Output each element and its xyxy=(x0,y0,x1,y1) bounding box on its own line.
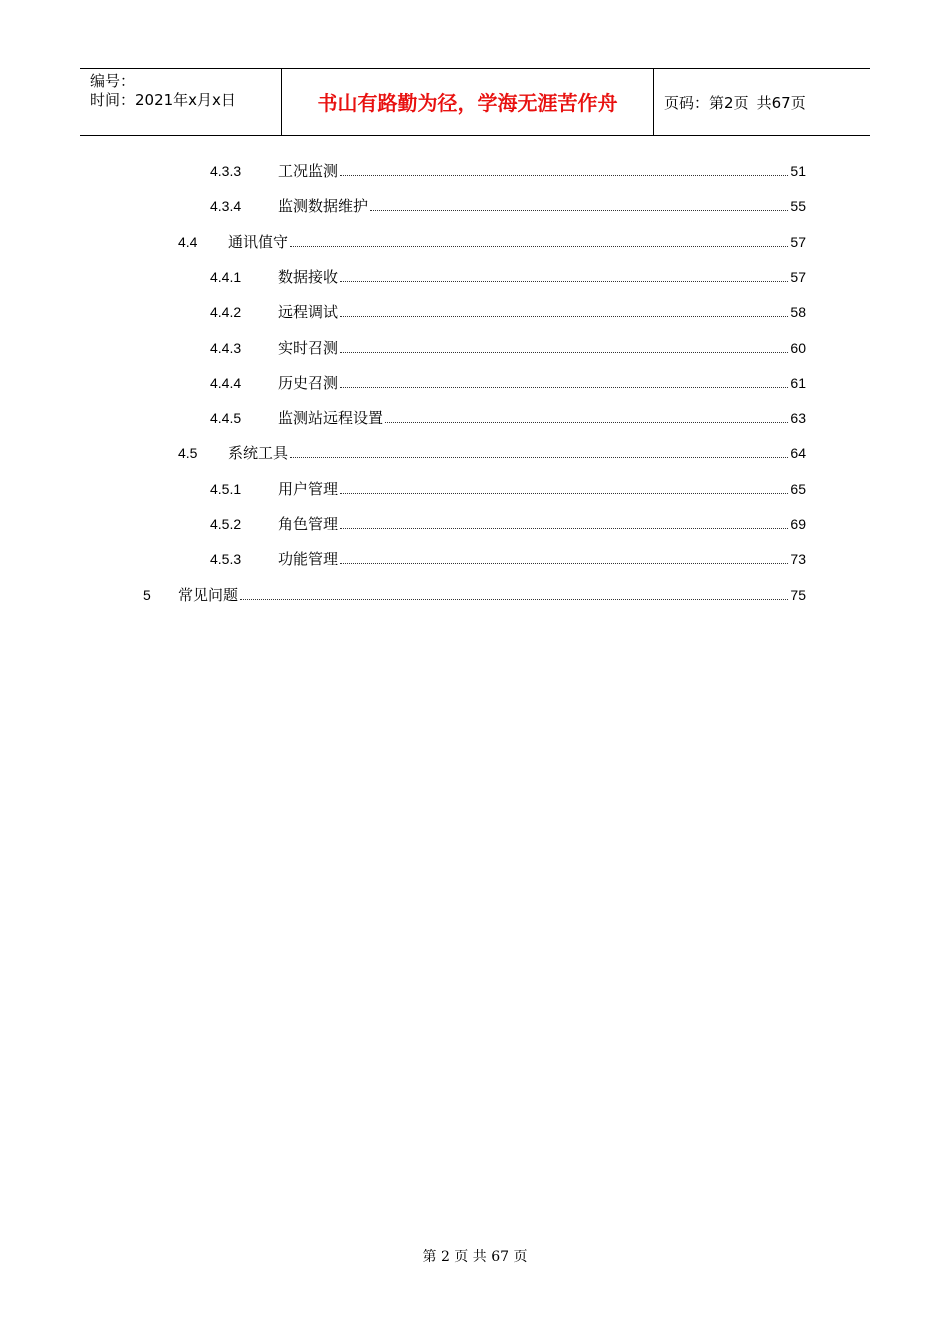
toc-leader-dots xyxy=(340,563,788,564)
toc-entry-title: 常见问题 xyxy=(178,585,239,604)
toc-entry-number: 4.4.4 xyxy=(210,374,242,391)
toc-leader-dots xyxy=(340,175,788,176)
toc-entry-number: 4.3.3 xyxy=(210,163,242,179)
toc-entry-number: 4.4.2 xyxy=(210,304,242,321)
toc-entry-page: 69 xyxy=(790,516,806,532)
toc-entry-title: 系统工具 xyxy=(228,444,289,463)
toc-entry-page: 55 xyxy=(790,198,806,215)
toc-entry[interactable] xyxy=(210,514,806,534)
toc-entry-number: 4.4.1 xyxy=(210,268,242,285)
toc-entry-title: 监测数据维护 xyxy=(278,197,369,216)
toc-entry-page: 60 xyxy=(790,339,806,356)
header-page-cell xyxy=(654,69,870,135)
toc-entry-title: 工况监测 xyxy=(278,162,339,180)
toc-entry[interactable] xyxy=(210,161,806,181)
toc-entry[interactable] xyxy=(210,479,806,499)
toc-entry-title: 通讯值守 xyxy=(228,232,289,251)
toc-entry-title: 历史召测 xyxy=(278,373,339,392)
toc-leader-dots xyxy=(340,493,788,494)
toc-entry-number: 4.3.4 xyxy=(210,198,242,215)
header-motto: 书山有路勤为径，学海无涯苦作舟 xyxy=(317,91,618,115)
toc-leader-dots xyxy=(290,457,788,458)
page-current: 2 xyxy=(724,94,734,112)
header-info-cell xyxy=(80,69,281,135)
document-time-label: 时间：2021年x月x日 xyxy=(90,91,236,109)
document-code-label: 编号： xyxy=(90,72,136,90)
toc-entry[interactable] xyxy=(178,232,806,252)
toc-leader-dots xyxy=(340,387,788,388)
toc-entry-title: 用户管理 xyxy=(278,479,339,498)
toc-entry[interactable] xyxy=(210,267,806,287)
toc-entry-page: 75 xyxy=(790,586,806,603)
toc-entry-page: 61 xyxy=(790,374,806,391)
page-label: 页码：第 xyxy=(664,94,725,112)
page-total-label: 共 xyxy=(756,94,772,112)
toc-entry[interactable] xyxy=(210,408,806,428)
toc-entry-number: 4.4.5 xyxy=(210,410,242,427)
page-mid: 页 xyxy=(733,94,749,112)
toc-entry[interactable] xyxy=(178,443,806,463)
toc-entry-number: 5 xyxy=(143,586,151,603)
toc-entry-number: 4.4 xyxy=(178,233,198,250)
toc-entry-title: 角色管理 xyxy=(278,515,339,533)
toc-entry-number: 4.5.2 xyxy=(210,516,242,532)
toc-entry-number: 4.4.3 xyxy=(210,339,242,356)
page-footer: 第 2 页 共 67 页 xyxy=(422,1249,528,1265)
toc-entry[interactable] xyxy=(210,373,806,393)
toc-entry-page: 63 xyxy=(790,410,806,427)
toc-leader-dots xyxy=(370,210,788,211)
toc-entry-title: 实时召测 xyxy=(278,338,339,357)
toc-leader-dots xyxy=(340,528,788,529)
page-header xyxy=(80,68,870,136)
page-total: 67 xyxy=(771,94,791,112)
toc-entry[interactable] xyxy=(210,338,806,358)
toc-entry[interactable] xyxy=(210,196,806,216)
toc-entry[interactable] xyxy=(210,549,806,569)
toc-leader-dots xyxy=(240,599,788,600)
toc-entry-number: 4.5 xyxy=(178,445,198,462)
toc-leader-dots xyxy=(340,316,788,317)
toc-entry-title: 监测站远程设置 xyxy=(278,409,384,428)
header-page-info xyxy=(664,93,806,113)
toc-entry-page: 65 xyxy=(790,480,806,497)
toc-leader-dots xyxy=(385,422,788,423)
toc-leader-dots xyxy=(340,352,788,353)
toc-entry-page: 57 xyxy=(790,268,806,285)
toc-leader-dots xyxy=(290,246,788,247)
toc-entry-page: 64 xyxy=(790,445,806,462)
toc-entry-number: 4.5.1 xyxy=(210,480,242,497)
toc-entry-page: 51 xyxy=(790,163,806,179)
toc-entry-title: 数据接收 xyxy=(278,267,339,286)
toc-entry-title: 功能管理 xyxy=(278,550,339,569)
toc-entry-page: 73 xyxy=(790,551,806,568)
toc-entry[interactable] xyxy=(210,302,806,322)
toc-entry-page: 57 xyxy=(790,233,806,250)
toc-entry-page: 58 xyxy=(790,304,806,321)
header-motto-cell xyxy=(281,69,654,135)
toc-leader-dots xyxy=(340,281,788,282)
toc-entry[interactable] xyxy=(143,585,806,605)
toc-entry-number: 4.5.3 xyxy=(210,551,242,568)
toc-entry-title: 远程调试 xyxy=(278,303,339,322)
page-end: 页 xyxy=(790,94,806,112)
